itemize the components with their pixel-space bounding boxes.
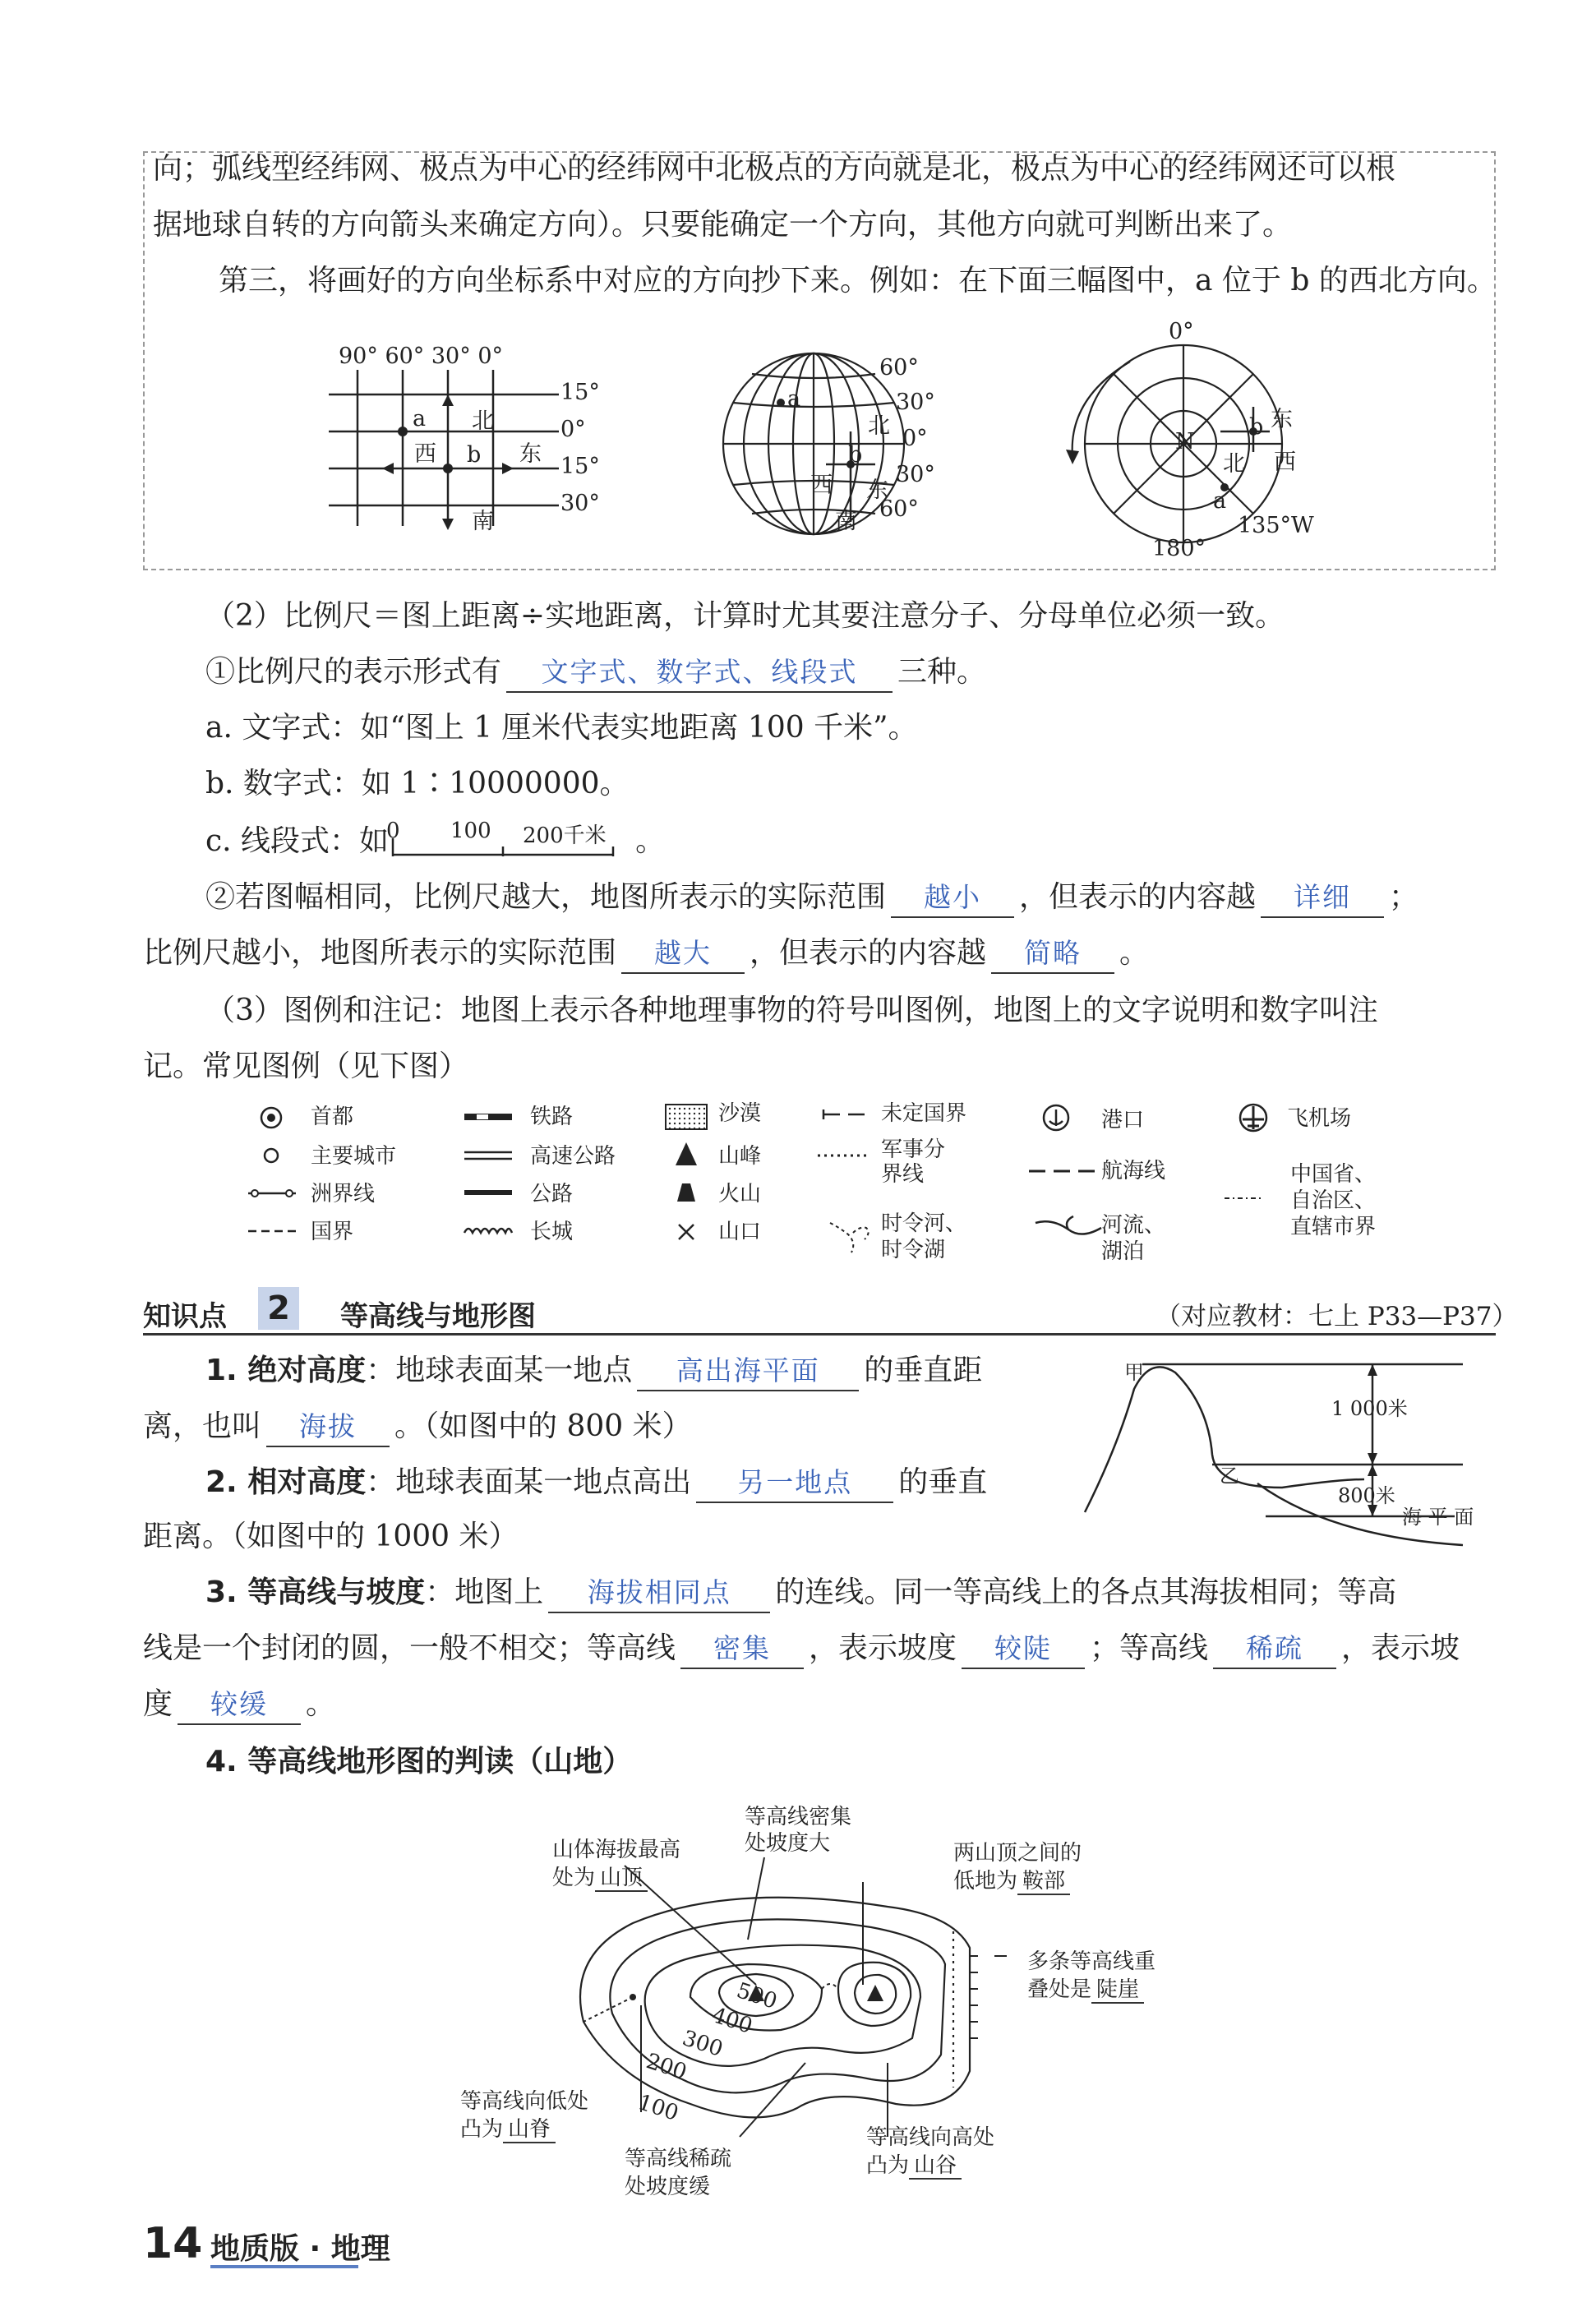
answer-dense: 密集 — [680, 1631, 804, 1669]
q3b-line — [143, 1629, 1460, 1669]
scale-forms-post: 三种。 — [897, 655, 987, 689]
q3-line — [205, 1573, 1396, 1613]
q3b-post: ，表示坡 — [1341, 1631, 1460, 1665]
legend-great-wall: 长城 — [530, 1220, 574, 1244]
globe-a-label: a — [787, 386, 801, 412]
topo-sparse-label: 处坡度缓 — [625, 2175, 711, 2199]
q2b-line: 距离。（如图中的 1000 米） — [143, 1520, 519, 1553]
grid-east-label: 东 — [519, 441, 542, 467]
scale-p3-end: 。 — [1119, 936, 1150, 970]
answer-steep: 较陡 — [962, 1631, 1085, 1669]
scale-para3-line — [143, 934, 1149, 974]
topo-ridge-label — [460, 2112, 556, 2143]
q1-pre: ：地球表面某一地点 — [366, 1354, 633, 1387]
q1-post: 的垂直距 — [864, 1354, 983, 1387]
scale-a-text: a. 文字式：如“图上 1 厘米代表实地距离 100 千米”。 — [205, 711, 918, 745]
polar-135w-label: 135°W — [1238, 513, 1314, 538]
q1b-pre: 离，也叫 — [143, 1409, 262, 1443]
q4-line — [205, 1742, 632, 1782]
answer-range-larger: 越大 — [621, 936, 745, 974]
grid-lat-label: 30° — [560, 491, 600, 516]
legend-military-border: 界线 — [881, 1162, 925, 1187]
topo-cliff-answer: 陡崖 — [1091, 1977, 1144, 2004]
legend-city: 主要城市 — [311, 1144, 397, 1169]
q3b-pre: 线是一个封闭的圆，一般不相交；等高线 — [143, 1631, 676, 1665]
globe-lat-label: 60° — [879, 355, 919, 381]
scale-tick-100: 100 — [450, 819, 491, 843]
answer-range-smaller: 越小 — [891, 880, 1014, 918]
polar-west-label: 西 — [1274, 450, 1296, 475]
contour-500: 500 — [733, 1978, 781, 2014]
topo-summit-answer: 山顶 — [595, 1866, 648, 1892]
q3c-post: 。 — [306, 1687, 336, 1721]
globe-lat-label: 30° — [896, 390, 935, 415]
grid-lon-labels: 90° 60° 30° 0° — [339, 344, 503, 369]
topo-dense-label: 处坡度大 — [745, 1831, 831, 1856]
q2-line — [205, 1463, 987, 1503]
fig-label-sea-level: 海 平 面 — [1402, 1506, 1474, 1529]
polar-a-label: a — [1213, 488, 1227, 514]
point-b — [443, 464, 453, 473]
page-number: 14 — [143, 2219, 203, 2268]
globe-lat-label: 0° — [902, 426, 928, 451]
globe-lat-label: 60° — [879, 496, 919, 522]
point-a — [398, 427, 408, 436]
q1-heading: 1. 绝对高度 — [205, 1354, 367, 1387]
legend-shipping-route: 航海线 — [1101, 1159, 1166, 1183]
legend-port: 港口 — [1101, 1108, 1145, 1133]
legend-symbols — [238, 1101, 1438, 1274]
line-scale-bar — [383, 822, 646, 863]
q3b-mid1: ，表示坡度 — [809, 1631, 957, 1665]
scale-tick-0: 0 — [386, 819, 400, 843]
legend-peak: 山峰 — [718, 1144, 762, 1169]
topo-summit-label — [552, 1861, 648, 1891]
legend-continent-border: 洲界线 — [311, 1182, 376, 1206]
polar-east-label: 东 — [1271, 407, 1293, 432]
polar-n-label: N — [1175, 429, 1195, 454]
legend-capital: 首都 — [311, 1105, 354, 1129]
section-divider — [143, 1333, 1496, 1336]
globe-lat-label: 30° — [896, 462, 935, 487]
topo-dense-label: 等高线密集 — [745, 1805, 852, 1829]
legend-road: 公路 — [530, 1182, 574, 1206]
globe-b-label: b — [848, 442, 863, 468]
topo-cliff-pre: 叠处是 — [1027, 1977, 1092, 2002]
legend-intro-1: （3）图例和注记：地图上表示各种地理事物的符号叫图例，地图上的文字说明和数字叫注 — [205, 994, 1378, 1027]
fig-point-jia: 甲 — [1124, 1361, 1144, 1384]
answer-altitude: 海拔 — [266, 1409, 390, 1447]
scale-c-pre: c. 线段式：如 — [205, 824, 390, 858]
contour-400: 400 — [708, 2003, 756, 2039]
topo-summit-pre: 处为 — [552, 1866, 596, 1890]
polar-0-label: 0° — [1169, 319, 1194, 344]
answer-content-simple: 简略 — [991, 936, 1114, 974]
q2-post: 的垂直 — [898, 1465, 988, 1499]
topo-summit-label: 山体海拔最高 — [552, 1838, 681, 1862]
fig-label-1000m: 1 000米 — [1331, 1397, 1408, 1420]
legend-province-border: 中国省、 — [1290, 1162, 1377, 1187]
q3-heading: 3. 等高线与坡度 — [205, 1575, 426, 1609]
legend-intro-2: 记。常见图例（见下图） — [143, 1050, 469, 1083]
legend-railway: 铁路 — [530, 1105, 574, 1129]
answer-another-point: 另一地点 — [696, 1465, 893, 1503]
legend-volcano: 火山 — [718, 1182, 762, 1206]
fig-point-yi: 乙 — [1220, 1465, 1239, 1488]
scale-forms-pre: ①比例尺的表示形式有 — [205, 655, 502, 689]
q2-pre: ：地球表面某一地点高出 — [366, 1465, 692, 1499]
topo-ridge-answer: 山脊 — [503, 2117, 556, 2143]
scale-intro: （2）比例尺＝图上距离÷实地距离，计算时尤其要注意分子、分母单位必须一致。 — [205, 599, 1285, 633]
scale-p3-pre: 比例尺越小，地图所表示的实际范围 — [143, 936, 617, 970]
section-textbook-ref: （对应教材：七上 P33—P37） — [1155, 1302, 1518, 1331]
topo-sparse-label: 等高线稀疏 — [625, 2147, 732, 2171]
note-line-3: 第三，将画好的方向坐标系中对应的方向抄下来。例如：在下面三幅图中，a 位于 b 的西北方向。 — [219, 264, 1497, 298]
q3c-line — [143, 1685, 335, 1725]
polar-north-label: 北 — [1223, 451, 1245, 477]
topo-ridge-label: 等高线向低处 — [460, 2089, 589, 2114]
topo-cliff-label: 多条等高线重 — [1027, 1949, 1156, 1974]
footer-accent-line — [210, 2265, 358, 2268]
legend-military-border: 军事分 — [881, 1137, 946, 1162]
q3b-mid2: ；等高线 — [1090, 1631, 1209, 1665]
q3-pre: ：地图上 — [425, 1575, 544, 1609]
grid-a-label: a — [413, 406, 427, 431]
q1b-post: 。（如图中的 800 米） — [394, 1409, 692, 1443]
legend-province-border: 直辖市界 — [1290, 1215, 1377, 1239]
answer-content-detailed: 详细 — [1261, 880, 1384, 918]
contour-300: 300 — [679, 2026, 727, 2062]
grid-north-label: 北 — [472, 408, 494, 434]
legend-undefined-border: 未定国界 — [881, 1101, 967, 1126]
answer-sparse: 稀疏 — [1213, 1631, 1336, 1669]
scale-b-text: b. 数字式：如 1∶10000000。 — [205, 767, 630, 800]
polar-180-label: 180° — [1152, 536, 1206, 561]
topo-valley-answer: 山谷 — [909, 2153, 962, 2180]
scale-c-post: 。 — [635, 824, 666, 858]
globe-south-label: 南 — [835, 509, 857, 534]
legend-highway: 高速公路 — [530, 1144, 616, 1169]
book-edition: 地质版 · 地理 — [210, 2232, 390, 2266]
legend-pass: 山口 — [718, 1220, 762, 1244]
scale-para2-line — [205, 878, 1418, 918]
legend-national-border: 国界 — [311, 1220, 354, 1244]
polar-b-label: b — [1249, 414, 1264, 440]
topo-saddle-pre: 低地为 — [953, 1869, 1018, 1894]
scale-p3-mid: ，但表示的内容越 — [750, 936, 987, 970]
q1b-line — [143, 1407, 692, 1447]
q3c-pre: 度 — [143, 1687, 173, 1721]
legend-seasonal-river: 时令河、 — [881, 1211, 967, 1236]
scale-tick-200: 200千米 — [523, 823, 607, 848]
contour-200: 200 — [643, 2049, 690, 2085]
topo-cliff-label — [1027, 1972, 1144, 2003]
answer-scale-forms: 文字式、数字式、线段式 — [506, 655, 893, 693]
topo-valley-label — [866, 2148, 962, 2179]
topo-saddle-answer: 鞍部 — [1017, 1869, 1070, 1895]
section-number-badge: 2 — [258, 1287, 299, 1330]
legend-airport: 飞机场 — [1287, 1106, 1352, 1131]
grid-west-label: 西 — [414, 441, 436, 467]
legend-river: 河流、 — [1101, 1213, 1166, 1238]
legend-province-border: 自治区、 — [1290, 1188, 1377, 1213]
grid-south-label: 南 — [472, 509, 494, 534]
legend-lake: 湖泊 — [1101, 1239, 1145, 1264]
grid-b-label: b — [467, 442, 482, 468]
fig-label-800m: 800米 — [1338, 1484, 1395, 1507]
answer-same-altitude-points: 海拔相同点 — [548, 1575, 770, 1613]
globe-west-label: 西 — [810, 473, 833, 498]
q1-line — [205, 1351, 982, 1391]
contour-100: 100 — [634, 2090, 682, 2126]
topo-valley-label: 等高线向高处 — [866, 2125, 995, 2150]
note-line-2: 据地球自转的方向箭头来确定方向）。只要能确定一个方向，其他方向就可判断出来了。 — [153, 208, 1293, 242]
topo-saddle-label — [953, 1864, 1070, 1894]
scale-p2-end: ； — [1389, 880, 1419, 914]
scale-p2-pre: ②若图幅相同，比例尺越大，地图所表示的实际范围 — [205, 880, 887, 914]
grid-lat-label: 0° — [560, 417, 586, 442]
scale-p2-mid: ，但表示的内容越 — [1019, 880, 1257, 914]
q3-post: 的连线。同一等高线上的各点其海拔相同；等高 — [775, 1575, 1397, 1609]
topo-ridge-pre: 凸为 — [460, 2117, 504, 2142]
grid-lat-label: 15° — [560, 380, 600, 405]
grid-lat-label: 15° — [560, 454, 600, 479]
section-label: 知识点 — [143, 1300, 227, 1333]
scale-forms-line — [205, 653, 986, 693]
topo-valley-pre: 凸为 — [866, 2153, 910, 2178]
answer-gentle: 较缓 — [178, 1687, 301, 1725]
legend-seasonal-lake: 时令湖 — [881, 1238, 946, 1262]
globe-east-label: 东 — [866, 477, 888, 503]
q4-heading: 4. 等高线地形图的判读（山地） — [205, 1745, 633, 1778]
q2-heading: 2. 相对高度 — [205, 1465, 367, 1499]
topo-saddle-label: 两山顶之间的 — [953, 1841, 1082, 1866]
legend-desert: 沙漠 — [718, 1101, 762, 1126]
globe-north-label: 北 — [868, 413, 890, 439]
note-line-1: 向；弧线型经纬网、极点为中心的经纬网中北极点的方向就是北，极点为中心的经纬网还可以根 — [153, 152, 1396, 186]
section-title: 等高线与地形图 — [340, 1300, 536, 1333]
answer-above-sea-level: 高出海平面 — [637, 1354, 859, 1391]
